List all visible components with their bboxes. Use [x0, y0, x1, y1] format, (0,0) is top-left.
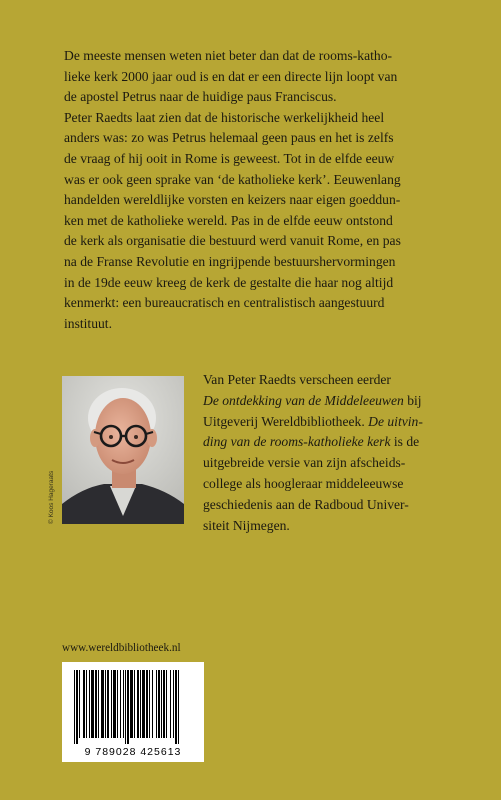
barcode-bar — [113, 670, 116, 738]
book-title: De uitvin- — [368, 413, 423, 429]
isbn-barcode — [62, 662, 204, 762]
barcode-bar — [91, 670, 94, 738]
back-cover-blurb — [64, 46, 464, 334]
barcode-bar — [173, 670, 174, 738]
barcode-bar — [89, 670, 90, 738]
isbn-number: 9 789028 425613 — [84, 746, 182, 758]
bio-line: uitgebreide versie van zijn afscheids- — [203, 455, 406, 471]
barcode-bar — [107, 670, 109, 738]
bio-text: Uitgeverij Wereldbibliotheek. — [203, 413, 369, 429]
barcode-bar — [137, 670, 139, 738]
blurb-paragraph-2 — [64, 108, 464, 335]
blurb-line: de vraag of hij ooit in Rome is geweest. Tot in de elfde eeuw — [64, 150, 395, 166]
blurb-line: kenmerkt: een bureaucratisch en centralistisch aangestuurd — [64, 295, 385, 311]
bio-line: college als hoogleraar middeleeuwse — [203, 475, 404, 491]
barcode-bar — [158, 670, 160, 738]
barcode-bar — [123, 670, 124, 738]
blurb-line: ken met de katholieke wereld. Pas in de elfde eeuw ontstond — [64, 212, 393, 228]
blurb-line: lieke kerk 2000 jaar oud is en dat er een directe lijn loopt van — [64, 68, 398, 84]
barcode-bar — [166, 670, 167, 738]
barcode-bar — [95, 670, 97, 738]
blurb-line: de apostel Petrus naar de huidige paus Franciscus. — [64, 89, 337, 105]
author-portrait-image — [62, 376, 184, 524]
author-photo — [62, 376, 184, 524]
blurb-line: instituut. — [64, 315, 112, 331]
blurb-paragraph-1 — [64, 46, 464, 108]
barcode-bar — [149, 670, 150, 738]
barcode-bar — [101, 670, 104, 738]
blurb-line: na de Franse Revolutie en ingrijpende bestuurshervormingen — [64, 253, 396, 269]
bio-line: geschiedenis aan de Radboud Univer- — [203, 496, 409, 512]
book-title: ding van de rooms-katholieke kerk — [203, 434, 391, 450]
blurb-line: handelden wereldlijke vorsten en keizers naar eigen goeddun- — [64, 192, 401, 208]
barcode-bar — [74, 670, 75, 744]
blurb-line: anders was: zo was Petrus helemaal geen paus en het is zelfs — [64, 130, 394, 146]
bio-line: Van Peter Raedts verscheen eerder — [203, 372, 391, 387]
barcode-bar — [130, 670, 133, 738]
barcode-bar — [98, 670, 99, 738]
blurb-line: de kerk als organisatie die bestuurd werd vanuit Rome, en pas — [64, 233, 401, 249]
blurb-line: was er ook geen sprake van ‘de katholieke kerk’. Eeuwenlang — [64, 171, 401, 187]
barcode-bar — [163, 670, 165, 738]
barcode-bar — [152, 670, 153, 738]
barcode-bar — [83, 670, 85, 738]
barcode-bar — [134, 670, 135, 738]
bio-text: bij — [403, 392, 422, 408]
blurb-line: in de 19de eeuw kreeg de kerk de gestalte die haar nog altijd — [64, 274, 394, 290]
barcode-bar — [140, 670, 141, 738]
barcode-bar — [156, 670, 157, 738]
bio-paragraph — [203, 370, 478, 536]
barcode-bar — [111, 670, 112, 738]
photo-credit: © Koos Hageraats — [48, 470, 55, 524]
bio-line: siteit Nijmegen. — [203, 517, 290, 533]
barcode-bar — [125, 670, 126, 744]
barcode-bar — [175, 670, 177, 744]
barcode-bar — [161, 670, 162, 738]
barcode-bar — [120, 670, 121, 738]
barcode-bar — [86, 670, 87, 738]
bio-text: is de — [390, 434, 420, 450]
barcode-bar — [76, 670, 78, 744]
barcode-bar — [178, 670, 179, 744]
blurb-line: De meeste mensen weten niet beter dan dat de rooms-katho- — [64, 48, 393, 63]
blurb-line: Peter Raedts laat zien dat de historische werkelijkheid heel — [64, 109, 385, 125]
barcode-bars — [72, 670, 194, 744]
publisher-website: www.wereldbibliotheek.nl — [62, 642, 181, 654]
barcode-bar — [142, 670, 145, 738]
barcode-bar — [79, 670, 80, 738]
barcode-bar — [105, 670, 106, 738]
barcode-bar — [127, 670, 129, 744]
barcode-bar — [170, 670, 171, 738]
barcode-bar — [146, 670, 148, 738]
author-bio — [203, 370, 478, 536]
book-title: De ontdekking van de Middeleeuwen — [203, 392, 404, 408]
barcode-bar — [117, 670, 118, 738]
